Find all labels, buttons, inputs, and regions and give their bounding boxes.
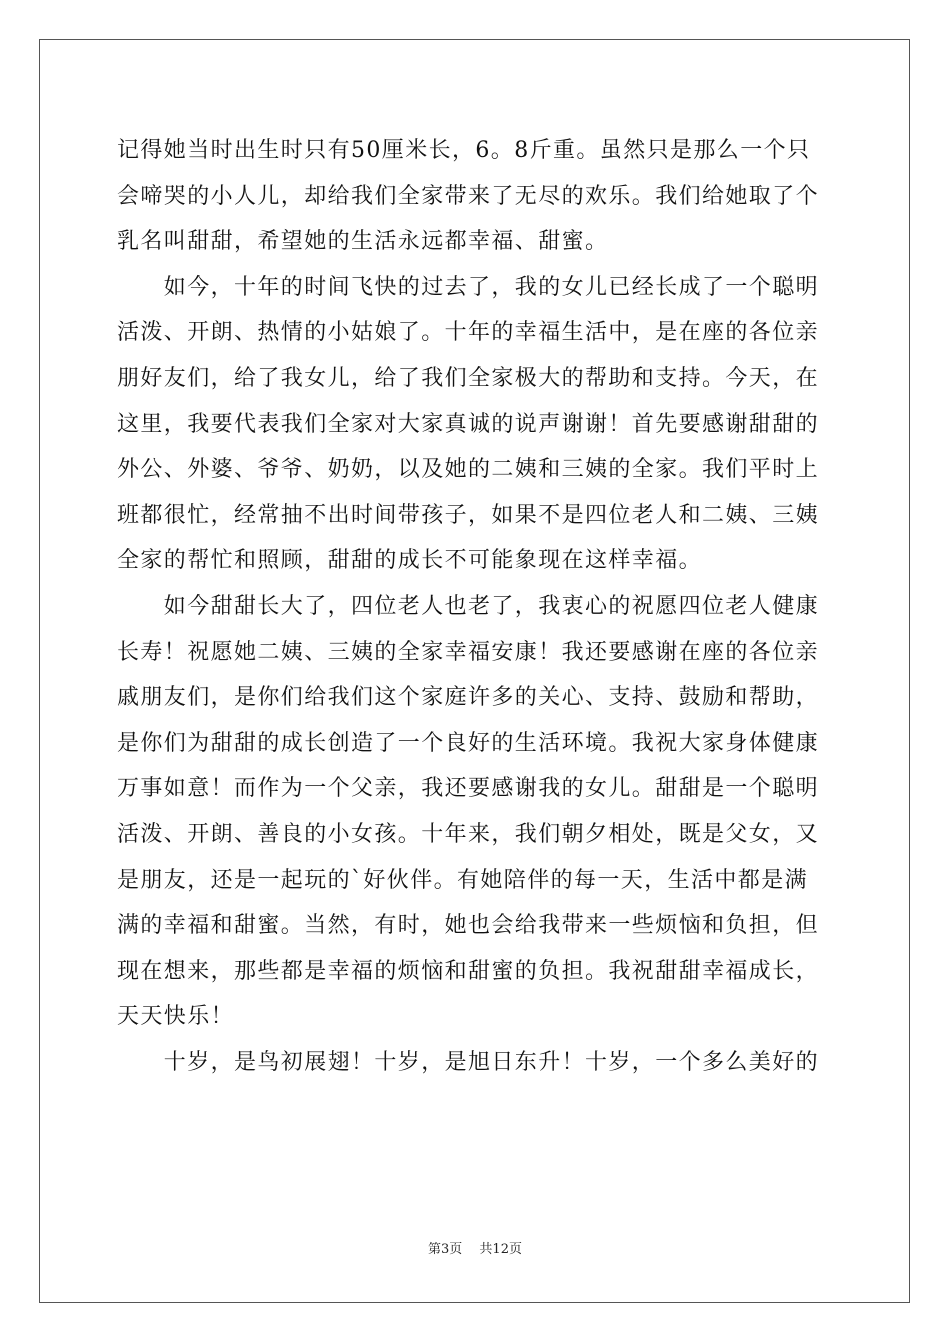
document-body	[117, 128, 833, 1085]
text-line: 活泼、开朗、善良的小女孩。十年来，我们朝夕相处，既是父女，又	[117, 821, 820, 847]
text-line: 全家的帮忙和照顾，甜甜的成长不可能象现在这样幸福。	[117, 548, 703, 574]
text-line: 朋好友们，给了我女儿，给了我们全家极大的帮助和支持。今天，在	[117, 365, 820, 391]
text-line: 如今甜甜长大了，四位老人也老了，我衷心的祝愿四位老人健康	[117, 593, 820, 619]
page-number-footer: 第3页 共12页	[428, 1242, 522, 1257]
text-line: 如今，十年的时间飞快的过去了，我的女儿已经长成了一个聪明	[117, 274, 820, 300]
text-line: 满的幸福和甜蜜。当然，有时，她也会给我带来一些烦恼和负担，但	[117, 913, 820, 939]
text-line: 乳名叫甜甜，希望她的生活永远都幸福、甜蜜。	[117, 229, 609, 255]
text-line: 天天快乐！	[117, 1004, 235, 1030]
text-line: 外公、外婆、爷爷、奶奶，以及她的二姨和三姨的全家。我们平时上	[117, 457, 820, 483]
text-line: 活泼、开朗、热情的小姑娘了。十年的幸福生活中，是在座的各位亲	[117, 320, 820, 346]
text-line: 这里，我要代表我们全家对大家真诚的说声谢谢！首先要感谢甜甜的	[117, 411, 820, 437]
text-line: 戚朋友们，是你们给我们这个家庭许多的关心、支持、鼓励和帮助，	[117, 685, 820, 711]
text-line: 班都很忙，经常抽不出时间带孩子，如果不是四位老人和二姨、三姨	[117, 502, 820, 528]
text-line: 长寿！祝愿她二姨、三姨的全家幸福安康！我还要感谢在座的各位亲	[117, 639, 820, 665]
text-line: 记得她当时出生时只有50厘米长，6。8斤重。虽然只是那么一个只	[117, 138, 811, 163]
text-line: 是朋友，还是一起玩的`好伙伴。有她陪伴的每一天，生活中都是满	[117, 867, 809, 893]
text-line: 现在想来，那些都是幸福的烦恼和甜蜜的负担。我祝甜甜幸福成长，	[117, 958, 820, 984]
text-line: 是你们为甜甜的成长创造了一个良好的生活环境。我祝大家身体健康	[117, 730, 820, 756]
text-line: 十岁，是鸟初展翅！十岁，是旭日东升！十岁，一个多么美好的	[117, 1049, 820, 1075]
text-line: 万事如意！而作为一个父亲，我还要感谢我的女儿。甜甜是一个聪明	[117, 776, 820, 802]
text-line: 会啼哭的小人儿，却给我们全家带来了无尽的欢乐。我们给她取了个	[117, 183, 820, 209]
